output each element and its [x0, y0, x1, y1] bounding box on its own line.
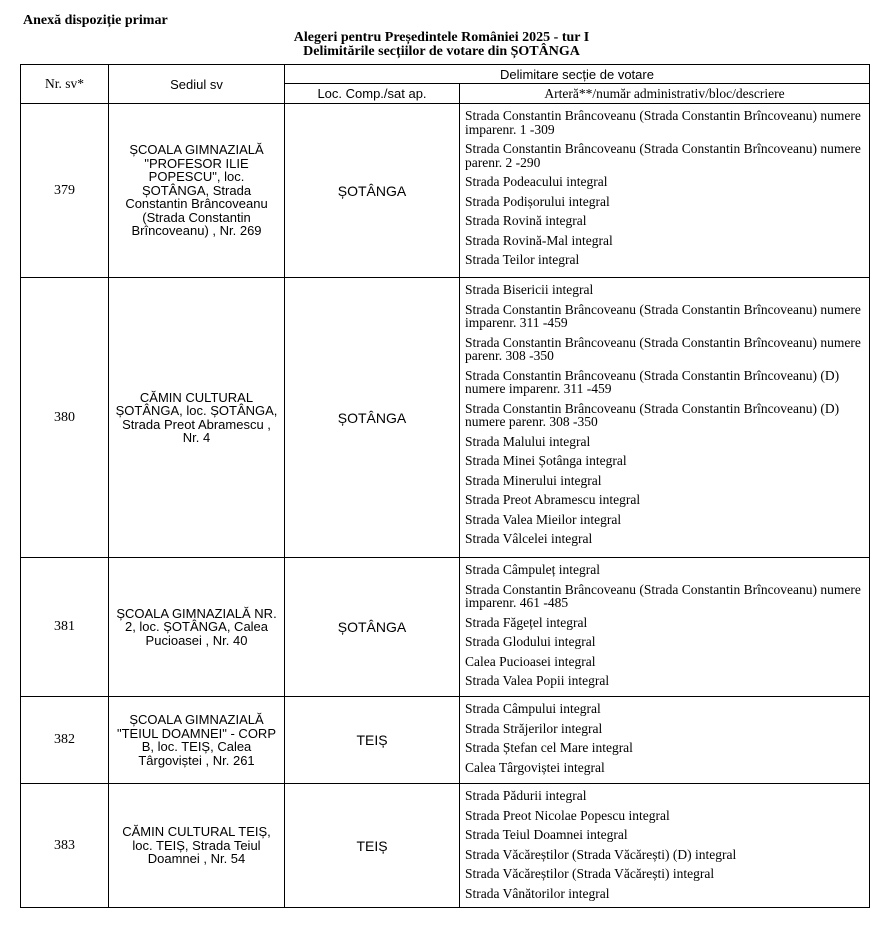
street-item: Strada Teilor integral [465, 252, 580, 267]
annex-label: Anexă dispoziție primar [23, 13, 168, 28]
street-item: Strada Făgețel integral [465, 614, 588, 630]
street-item: Strada Minei Șotânga integral [465, 453, 627, 468]
header-sediu: Sediul sv [109, 65, 285, 104]
street-item: Strada Pădurii integral [465, 788, 587, 803]
section-venue: CĂMIN CULTURAL ȘOTÂNGA, loc. ȘOTÂNGA, Strada Preot Abramescu , Nr. 4 [109, 278, 285, 558]
street-item: Strada Podeacului integral [465, 174, 608, 189]
street-item: Strada Teiul Doamnei integral [465, 827, 628, 842]
street-item: Strada Glodului integral [465, 634, 596, 649]
street-item: Strada Câmpului integral [465, 701, 601, 716]
street-item: Strada Constantin Brâncoveanu (Strada Constantin Brîncoveanu) numere imparenr. 461 -485 [465, 581, 861, 610]
street-item: Strada Ștefan cel Mare integral [465, 740, 633, 755]
section-number: 382 [21, 697, 109, 784]
section-streets [460, 697, 870, 784]
table-row [21, 697, 870, 784]
street-item: Strada Străjerilor integral [465, 720, 603, 736]
section-venue: ȘCOALA GIMNAZIALĂ "TEIUL DOAMNEI" - CORP B, loc. TEIȘ, Calea Târgoviștei , Nr. 261 [109, 697, 285, 784]
section-number: 379 [21, 104, 109, 278]
polling-sections-table [20, 64, 870, 908]
section-streets [460, 278, 870, 558]
header-artera: Arteră**/număr administrativ/bloc/descriere [460, 84, 870, 104]
section-number: 380 [21, 278, 109, 558]
street-item: Strada Constantin Brâncoveanu (Strada Constantin Brîncoveanu) (D) numere imparenr. 311 -459 [465, 367, 840, 396]
section-venue: CĂMIN CULTURAL TEIȘ, loc. TEIȘ, Strada Teiul Doamnei , Nr. 54 [109, 784, 285, 908]
street-item: Strada Valea Popii integral [465, 673, 610, 688]
section-locality: TEIȘ [285, 697, 460, 784]
street-item: Strada Preot Abramescu integral [465, 492, 641, 507]
street-item: Strada Constantin Brâncoveanu (Strada Constantin Brîncoveanu) numere imparenr. 311 -459 [465, 301, 861, 330]
document-title [0, 31, 883, 59]
section-streets [460, 104, 870, 278]
section-venue: ȘCOALA GIMNAZIALĂ "PROFESOR ILIE POPESCU", loc. ȘOTÂNGA, Strada Constantin Brâncoveanu (Strada Constantin Brîncoveanu) , Nr. 269 [109, 104, 285, 278]
section-venue: ȘCOALA GIMNAZIALĂ NR. 2, loc. ȘOTÂNGA, Calea Pucioasei , Nr. 40 [109, 558, 285, 697]
section-locality: ȘOTÂNGA [285, 104, 460, 278]
street-item: Strada Vânătorilor integral [465, 885, 610, 901]
section-number: 383 [21, 784, 109, 908]
section-number: 381 [21, 558, 109, 697]
header-nr: Nr. sv* [21, 65, 109, 104]
street-item: Strada Constantin Brâncoveanu (Strada Constantin Brîncoveanu) (D) numere parenr. 308 -350 [465, 400, 840, 429]
street-item: Strada Valea Mieilor integral [465, 511, 622, 527]
table-row [21, 784, 870, 908]
street-item: Strada Constantin Brâncoveanu (Strada Constantin Brîncoveanu) numere parenr. 2 -290 [465, 141, 861, 170]
street-item: Strada Malului integral [465, 433, 591, 449]
section-locality: ȘOTÂNGA [285, 278, 460, 558]
street-item: Strada Văcăreștilor (Strada Văcărești) integral [465, 866, 715, 881]
table-row [21, 278, 870, 558]
street-item: Strada Rovină integral [465, 213, 587, 228]
street-item: Strada Minerului integral [465, 472, 602, 488]
title-line-2: Delimitările secțiilor de votare din ȘOTÂNGA [303, 44, 580, 59]
street-item: Strada Constantin Brâncoveanu (Strada Constantin Brîncoveanu) numere parenr. 308 -350 [465, 334, 861, 363]
street-item: Strada Văcăreștilor (Strada Văcărești) (D) integral [465, 846, 737, 862]
header-delimitare: Delimitare secție de votare [285, 65, 870, 84]
header-loc: Loc. Comp./sat ap. [285, 84, 460, 104]
street-item: Calea Pucioasei integral [465, 653, 596, 669]
table-body [21, 104, 870, 908]
street-item: Strada Podișorului integral [465, 193, 610, 209]
street-item: Strada Vâlcelei integral [465, 531, 593, 546]
section-streets [460, 558, 870, 697]
section-locality: TEIȘ [285, 784, 460, 908]
title-line-1: Alegeri pentru Președintele României 2025 - tur I [293, 30, 590, 45]
street-item: Strada Constantin Brâncoveanu (Strada Constantin Brîncoveanu) numere imparenr. 1 -309 [465, 108, 861, 137]
table-row [21, 104, 870, 278]
section-streets [460, 784, 870, 908]
street-item: Calea Târgoviștei integral [465, 759, 605, 775]
street-item: Strada Bisericii integral [465, 282, 594, 297]
table-row [21, 558, 870, 697]
street-item: Strada Preot Nicolae Popescu integral [465, 807, 670, 823]
street-item: Strada Rovină-Mal integral [465, 232, 613, 248]
section-locality: ȘOTÂNGA [285, 558, 460, 697]
street-item: Strada Câmpuleț integral [465, 562, 600, 577]
